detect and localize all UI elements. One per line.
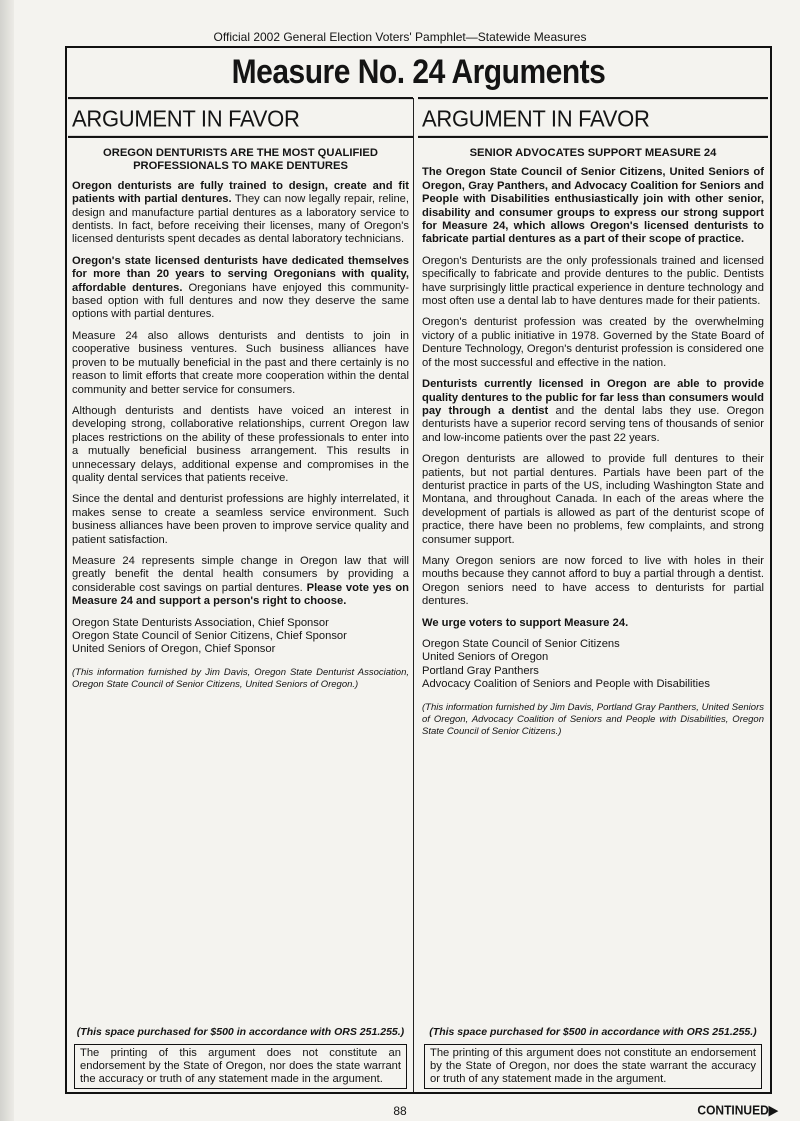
right-paragraph-6: Many Oregon seniors are now forced to live with holes in their mouths because they cannot afford to buy a partial through a dentist. Oregon seniors need to have access to denturists for partial dentures. [422, 554, 764, 608]
left-p6-text: Measure 24 represents simple change in Oregon law that will greatly benefit the dental health consumers by providing a considerable cost savings on partial dentures. [72, 554, 409, 594]
left-sponsor: Oregon State Denturists Association, Chief Sponsor [72, 616, 329, 629]
left-sponsor: Oregon State Council of Senior Citizens, Chief Sponsor [72, 630, 347, 642]
left-p6-bold: Please vote yes on Measure 24 and support a person's right to choose. [72, 581, 409, 608]
left-argument-heading: ARGUMENT IN FAVOR [68, 97, 413, 138]
right-info-note: (This information furnished by Jim Davis, Portland Gray Panthers, United Seniors of Oregon, Advocacy Coalition of Seniors and People with Disabilities, Oregon State Council of Senior Citizens.) [422, 701, 764, 737]
right-paragraph-7: We urge voters to support Measure 24. [422, 616, 629, 629]
right-sponsor: Portland Gray Panthers [422, 664, 539, 677]
right-argument-body [418, 137, 768, 738]
right-paragraph-3: Oregon's denturist profession was created by the overwhelming victory of a public initiative in 1978. Governed by the State Board of Denture Technology, Oregon's denturist profession is considered one of the most successful and effective in the nation. [422, 316, 764, 369]
left-argument-column [68, 98, 414, 1092]
right-argument-heading: ARGUMENT IN FAVOR [418, 97, 768, 138]
left-info-note: (This information furnished by Jim Davis, Oregon State Denturist Association, Oregon State Council of Senior Citizens, United Seniors of Oregon.) [72, 666, 409, 690]
left-sponsors [72, 617, 409, 657]
right-argument-subheading: SENIOR ADVOCATES SUPPORT MEASURE 24 [469, 147, 717, 159]
left-p1-text: They can now legally repair, reline, design and manufacture partial dentures as a laboratory service to dentists. In fact, before receiving their licenses, many of Oregon's licensed denturists spent decades as dental laboratory technicians. [72, 193, 409, 246]
arrow-right-icon: ▶ [768, 1102, 778, 1118]
left-p2-bold: Oregon's state licensed denturists have dedicated themselves for more than 20 years to serving Oregonians with quality, affordable dentures. [72, 254, 409, 294]
left-paragraph-2 [72, 255, 409, 322]
right-p4-bold: Denturists currently licensed in Oregon are able to provide quality dentures to the public for far less than consumers would pay through a dentist [422, 378, 764, 417]
left-p1-bold: Oregon denturists are fully trained to design, create and fit patients with partial dentures. [72, 179, 409, 206]
scan-edge [0, 0, 14, 1121]
right-sponsors [422, 638, 764, 692]
left-argument-body [68, 137, 413, 691]
continued-link[interactable] [697, 1102, 778, 1117]
left-paragraph-5: Since the dental and denturist professions are highly interrelated, it makes sense to create a seamless service environment. Such business alliances have been proven to improve service quality and patient satisfaction. [72, 493, 409, 546]
left-paragraph-6 [72, 555, 409, 609]
right-sponsor: United Seniors of Oregon [422, 651, 549, 664]
right-paragraph-5: Oregon denturists are allowed to provide full dentures to their patients, but not partial dentures. Partials have been part of the denturist practice in parts of the US, including Washington State and Montana, and throughout Canada. In each of the areas where the development of partials is allowed as part of the denturist scope of practice, there have been no problems, few complaints, and strong consumer support. [422, 453, 764, 546]
right-sponsor: Oregon State Council of Senior Citizens [422, 638, 620, 650]
left-paid-notice: (This space purchased for $500 in accordance with ORS 251.255.) [76, 1026, 405, 1038]
left-paragraph-3: Measure 24 also allows denturists and dentists to join in cooperative business ventures. Such business alliances have proven to be mutually beneficial in the past and there certainly is no reason to limit efforts that create more cooperation within the dental community and better service for consumers. [72, 329, 409, 396]
right-sponsor: Advocacy Coalition of Seniors and People with Disabilities [422, 678, 710, 691]
left-paragraph-4: Although denturists and dentists have voiced an interest in developing strong, collaborative relationships, current Oregon law places restrictions on the ability of these professionals to enter into a mutually beneficial business arrangement. This results in unnecessary delays, additional expense and compromises in the quality dental services that patients receive. [72, 404, 409, 484]
left-sponsor: United Seniors of Oregon, Chief Sponsor [72, 643, 276, 656]
left-p2-text: Oregonians have enjoyed this community-based option with full dentures and now they deserve the same options with partial dentures. [72, 281, 409, 321]
right-paid-notice: (This space purchased for $500 in accordance with ORS 251.255.) [429, 1026, 757, 1038]
right-p4-text: and the dental labs they use. Oregon denturists have a superior record serving tens of thousands of senior and low-income patients over the past 22 years. [422, 404, 764, 444]
continued-label: CONTINUED [697, 1102, 769, 1118]
right-disclaimer: The printing of this argument does not constitute an endorsement by the State of Oregon, nor does the state warrant the accuracy or truth of any statement made in the argument. [424, 1044, 762, 1089]
left-disclaimer: The printing of this argument does not constitute an endorsement by the State of Oregon, nor does the state warrant the accuracy or truth of any statement made in the argument. [74, 1044, 407, 1089]
page-number: 88 [393, 1104, 407, 1118]
right-paragraph-1: The Oregon State Council of Senior Citizens, United Seniors of Oregon, Gray Panthers, and Advocacy Coalition for Seniors and People with Disabilities enthusiastically join with other senior, disability and consumer groups to express our strong support for Measure 24, which allows Oregon's licensed denturists to fabricate partial dentures as a part of their scope of practice. [422, 166, 764, 246]
left-argument-subheading: OREGON DENTURISTS ARE THE MOST QUALIFIED PROFESSIONALS TO MAKE DENTURES [103, 147, 378, 173]
pamphlet-header: Official 2002 General Election Voters' Pamphlet—Statewide Measures [213, 30, 587, 44]
page-title: Measure No. 24 Arguments [231, 53, 606, 91]
left-paragraph-1 [72, 180, 409, 247]
right-paragraph-4 [422, 378, 764, 445]
right-argument-column [418, 98, 768, 1092]
right-paragraph-2: Oregon's Denturists are the only professionals trained and licensed specifically to fabricate and provide dentures to the public. Dentists have surprisingly little practical experience in denture technology and most often use a dental lab to have dentures made for their patients. [422, 254, 764, 308]
